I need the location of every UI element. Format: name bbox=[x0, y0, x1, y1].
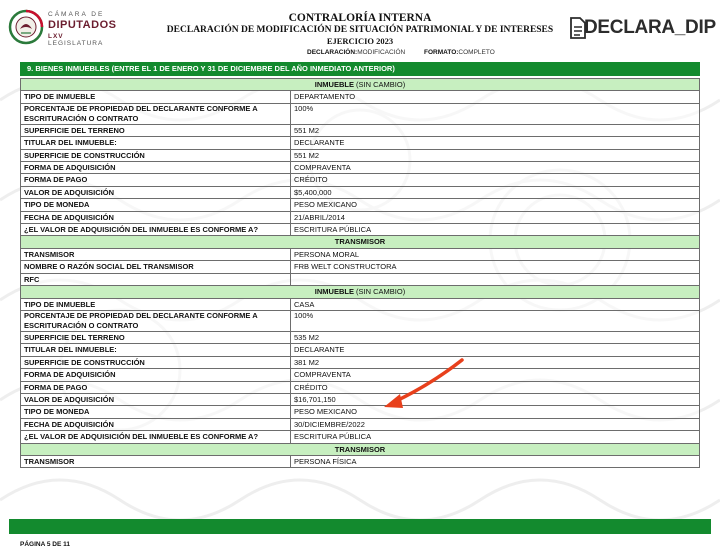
table-row bbox=[21, 91, 700, 103]
bienes-inmuebles-table bbox=[20, 78, 700, 468]
table-row bbox=[21, 124, 700, 136]
table-row bbox=[21, 431, 700, 443]
table-row bbox=[21, 174, 700, 186]
row-value: DECLARANTE bbox=[291, 137, 700, 149]
row-label: VALOR DE ADQUISICIÓN bbox=[21, 186, 291, 198]
org-main-text: DIPUTADOS bbox=[48, 19, 117, 31]
table-row bbox=[21, 261, 700, 273]
table-row bbox=[21, 356, 700, 368]
row-value: ESCRITURA PÚBLICA bbox=[291, 224, 700, 236]
table-row bbox=[21, 381, 700, 393]
row-label: TIPO DE MONEDA bbox=[21, 199, 291, 211]
red-arrow-annotation bbox=[370, 350, 470, 420]
declaracion-label: DECLARACIÓN: bbox=[307, 49, 358, 56]
page-title: CONTRALORÍA INTERNA bbox=[288, 12, 432, 24]
formato-type bbox=[424, 49, 495, 56]
row-label: FECHA DE ADQUISICIÓN bbox=[21, 211, 291, 223]
table-row bbox=[21, 248, 700, 260]
table-row bbox=[21, 298, 700, 310]
row-label: TITULAR DEL INMUEBLE: bbox=[21, 344, 291, 356]
row-value: COMPRAVENTA bbox=[291, 162, 700, 174]
row-label: ¿EL VALOR DE ADQUISICIÓN DEL INMUEBLE ES CONFORME A? bbox=[21, 431, 291, 443]
row-value: CRÉDITO bbox=[291, 381, 700, 393]
org-top-text: CÁMARA DE bbox=[48, 11, 105, 18]
table-row bbox=[21, 137, 700, 149]
row-label: NOMBRE O RAZÓN SOCIAL DEL TRANSMISOR bbox=[21, 261, 291, 273]
row-value: COMPRAVENTA bbox=[291, 369, 700, 381]
row-label: TITULAR DEL INMUEBLE: bbox=[21, 137, 291, 149]
table-row bbox=[21, 103, 700, 124]
table-row bbox=[21, 344, 700, 356]
row-label: TIPO DE INMUEBLE bbox=[21, 91, 291, 103]
row-label: SUPERFICIE DE CONSTRUCCIÓN bbox=[21, 356, 291, 368]
row-label: FECHA DE ADQUISICIÓN bbox=[21, 418, 291, 430]
table-row bbox=[21, 369, 700, 381]
band-title: TRANSMISOR bbox=[21, 236, 700, 248]
legislature-text bbox=[48, 33, 118, 47]
row-value: 100% bbox=[291, 310, 700, 331]
row-value: 30/DICIEMBRE/2022 bbox=[291, 418, 700, 430]
row-value: CRÉDITO bbox=[291, 174, 700, 186]
row-label: ¿EL VALOR DE ADQUISICIÓN DEL INMUEBLE ES CONFORME A? bbox=[21, 224, 291, 236]
row-label: SUPERFICIE DE CONSTRUCCIÓN bbox=[21, 149, 291, 161]
row-value: $16,701,150 bbox=[291, 393, 700, 405]
declaracion-value: MODIFICACIÓN bbox=[357, 49, 406, 56]
footer-bar bbox=[9, 519, 711, 534]
row-value: DEPARTAMENTO bbox=[291, 91, 700, 103]
brand-name: DECLARA_DIP bbox=[584, 17, 716, 38]
row-value: PESO MEXICANO bbox=[291, 406, 700, 418]
legislature-word: LEGISLATURA bbox=[48, 40, 104, 47]
property-band bbox=[21, 286, 700, 298]
band-subtitle: (SIN CAMBIO) bbox=[356, 287, 406, 297]
table-row bbox=[21, 149, 700, 161]
declaracion-type bbox=[307, 49, 405, 56]
row-label: SUPERFICIE DEL TERRENO bbox=[21, 331, 291, 343]
transmisor-band bbox=[21, 443, 700, 455]
row-label: VALOR DE ADQUISICIÓN bbox=[21, 393, 291, 405]
row-value: ESCRITURA PÚBLICA bbox=[291, 431, 700, 443]
formato-value: COMPLETO bbox=[458, 49, 495, 56]
row-value: PESO MEXICANO bbox=[291, 199, 700, 211]
table-row bbox=[21, 418, 700, 430]
document-header bbox=[0, 0, 720, 62]
row-label: PORCENTAJE DE PROPIEDAD DEL DECLARANTE CONFORME A ESCRITURACIÓN O CONTRATO bbox=[21, 103, 291, 124]
mexican-coat-of-arms-icon bbox=[8, 9, 44, 45]
row-label: FORMA DE PAGO bbox=[21, 174, 291, 186]
row-value: 100% bbox=[291, 103, 700, 124]
row-value: 551 M2 bbox=[291, 149, 700, 161]
table-row bbox=[21, 199, 700, 211]
table-row bbox=[21, 224, 700, 236]
legislature-number: LXV bbox=[48, 33, 64, 40]
row-value: 21/ABRIL/2014 bbox=[291, 211, 700, 223]
table-row bbox=[21, 186, 700, 198]
row-value bbox=[291, 273, 700, 285]
row-value: $5,400,000 bbox=[291, 186, 700, 198]
row-label: TRANSMISOR bbox=[21, 248, 291, 260]
band-title: TRANSMISOR bbox=[21, 443, 700, 455]
row-label: FORMA DE PAGO bbox=[21, 381, 291, 393]
section-title: 9. BIENES INMUEBLES (ENTRE EL 1 DE ENERO Y 31 DE DICIEMBRE DEL AÑO INMEDIATO ANTERIOR) bbox=[20, 62, 700, 76]
row-label: FORMA DE ADQUISICIÓN bbox=[21, 162, 291, 174]
camara-logo bbox=[8, 9, 118, 47]
row-value: 381 M2 bbox=[291, 356, 700, 368]
row-label: RFC bbox=[21, 273, 291, 285]
band-subtitle: (SIN CAMBIO) bbox=[356, 80, 406, 89]
exercise-year: EJERCICIO 2023 bbox=[326, 36, 394, 46]
table-row bbox=[21, 406, 700, 418]
band-title: INMUEBLE bbox=[314, 287, 354, 297]
row-value: 551 M2 bbox=[291, 124, 700, 136]
row-label: TRANSMISOR bbox=[21, 455, 291, 467]
row-value: FRB WELT CONSTRUCTORA bbox=[291, 261, 700, 273]
table-row bbox=[21, 211, 700, 223]
page-number: PÁGINA 5 DE 11 bbox=[20, 541, 70, 548]
table-row bbox=[21, 162, 700, 174]
property-band bbox=[21, 79, 700, 91]
table-row bbox=[21, 273, 700, 285]
table-row bbox=[21, 331, 700, 343]
row-label: SUPERFICIE DEL TERRENO bbox=[21, 124, 291, 136]
row-label: TIPO DE INMUEBLE bbox=[21, 298, 291, 310]
row-value: PERSONA FÍSICA bbox=[291, 455, 700, 467]
row-label: TIPO DE MONEDA bbox=[21, 406, 291, 418]
row-value: PERSONA MORAL bbox=[291, 248, 700, 260]
page-subtitle: DECLARACIÓN DE MODIFICACIÓN DE SITUACIÓN PATRIMONIAL Y DE INTERESES bbox=[166, 25, 554, 35]
table-row bbox=[21, 310, 700, 331]
declaradip-logo bbox=[570, 17, 716, 41]
table-row bbox=[21, 455, 700, 467]
row-value: DECLARANTE bbox=[291, 344, 700, 356]
band-title: INMUEBLE bbox=[314, 80, 354, 89]
row-label: PORCENTAJE DE PROPIEDAD DEL DECLARANTE CONFORME A ESCRITURACIÓN O CONTRATO bbox=[21, 310, 291, 331]
row-value: CASA bbox=[291, 298, 700, 310]
row-value: 535 M2 bbox=[291, 331, 700, 343]
table-row bbox=[21, 393, 700, 405]
transmisor-band bbox=[21, 236, 700, 248]
row-label: FORMA DE ADQUISICIÓN bbox=[21, 369, 291, 381]
formato-label: FORMATO: bbox=[424, 49, 459, 56]
